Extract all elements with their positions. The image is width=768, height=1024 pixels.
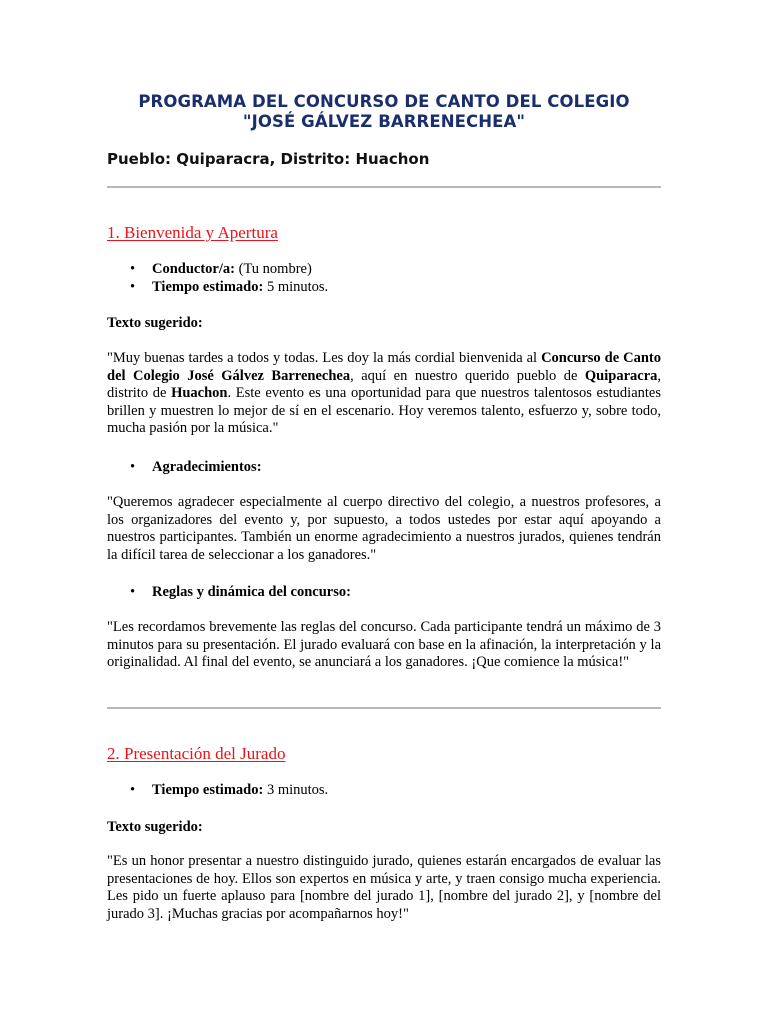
welcome-bold-contest: Concurso de Canto del Colegio José Gálvez Barrenechea bbox=[107, 350, 661, 384]
suggested-text-label: Texto sugerido: bbox=[107, 315, 203, 331]
bullet-tiempo bbox=[107, 278, 328, 296]
welcome-text-part: "Muy buenas tardes a todos y todas. Les doy la más cordial bienvenida al bbox=[107, 350, 542, 366]
welcome-bold-town: Quiparacra bbox=[584, 367, 658, 384]
rules-bullet-list bbox=[107, 583, 351, 601]
welcome-text-part: , aquí en nuestro querido pueblo de bbox=[350, 367, 585, 384]
bullet-agradecimientos bbox=[107, 458, 262, 476]
welcome-paragraph bbox=[107, 350, 661, 438]
thanks-bullet-list bbox=[107, 458, 262, 476]
bullet-dot-icon: • bbox=[130, 584, 136, 600]
section-heading-bienvenida: 1. Bienvenida y Apertura bbox=[107, 223, 278, 242]
welcome-text-part: . Este evento es una oportunidad para que nuestros talentosos estudiantes brillen y muestren lo mejor de sí en el escenario. Hoy veremos talento, esfuerzo y, sobre todo, mucha pasión por la música." bbox=[107, 385, 661, 437]
welcome-bold-district: Huachon bbox=[171, 385, 228, 402]
divider-middle bbox=[107, 707, 661, 709]
jury-paragraph: "Es un honor presentar a nuestro distinguido jurado, quienes estarán encargados de evaluar las presentaciones de hoy. Ellos son expertos en música y arte, y traen consigo mucha experiencia. Les pido un fuerte aplauso para [nombre del jurado 1], [nombre del jurado 2], y [nombre del jurado 3]. ¡Muchas gracias por acompañarnos hoy!" bbox=[107, 853, 661, 922]
document-title-line2: "JOSÉ GÁLVEZ BARRENECHEA" bbox=[242, 112, 526, 131]
bullet-dot-icon: • bbox=[130, 261, 136, 277]
rules-paragraph: "Les recordamos brevemente las reglas del concurso. Cada participante tendrá un máximo de 3 minutos para su presentación. El jurado evaluará con base en la afinación, la interpretación y la originalidad. Al final del evento, se anunciará a los ganadores. ¡Que comience la música!" bbox=[107, 619, 661, 671]
section2-bullet-list bbox=[107, 781, 328, 799]
bullet-dot-icon: • bbox=[130, 279, 136, 295]
location-subtitle-text: Pueblo: Quiparacra, Distrito: Huachon bbox=[107, 150, 430, 168]
bullet-label: Conductor/a: bbox=[152, 261, 235, 277]
bullet-value: (Tu nombre) bbox=[234, 261, 312, 277]
bullet-label: Reglas y dinámica del concurso: bbox=[152, 584, 351, 600]
bullet-label: Agradecimientos: bbox=[152, 459, 262, 475]
thanks-paragraph: "Queremos agradecer especialmente al cuerpo directivo del colegio, a nuestros profesores, a los organizadores del evento y, por supuesto, a todos ustedes por estar aquí apoyando a nuestros participantes. También un enorme agradecimiento a nuestros jurados, quienes tendrán la difícil tarea de seleccionar a los ganadores." bbox=[107, 494, 661, 563]
divider-top bbox=[107, 186, 661, 188]
bullet-dot-icon: • bbox=[130, 782, 136, 798]
bullet-tiempo-jurado bbox=[107, 781, 328, 799]
bullet-dot-icon: • bbox=[130, 459, 136, 475]
bullet-label: Tiempo estimado: bbox=[152, 279, 264, 295]
section-heading-jurado: 2. Presentación del Jurado bbox=[107, 744, 286, 763]
bullet-value: 3 minutos. bbox=[263, 782, 329, 798]
bullet-conductor bbox=[107, 260, 328, 278]
document-title bbox=[107, 92, 661, 132]
document-title-line1: PROGRAMA DEL CONCURSO DE CANTO DEL COLEGIO bbox=[138, 92, 630, 111]
welcome-text-part: , distrito de bbox=[107, 367, 662, 402]
bullet-value: 5 minutos. bbox=[263, 279, 329, 295]
section1-bullet-list bbox=[107, 260, 328, 296]
suggested-text-label: Texto sugerido: bbox=[107, 819, 203, 835]
bullet-reglas bbox=[107, 583, 351, 601]
bullet-label: Tiempo estimado: bbox=[152, 782, 264, 798]
location-subtitle bbox=[107, 150, 429, 168]
